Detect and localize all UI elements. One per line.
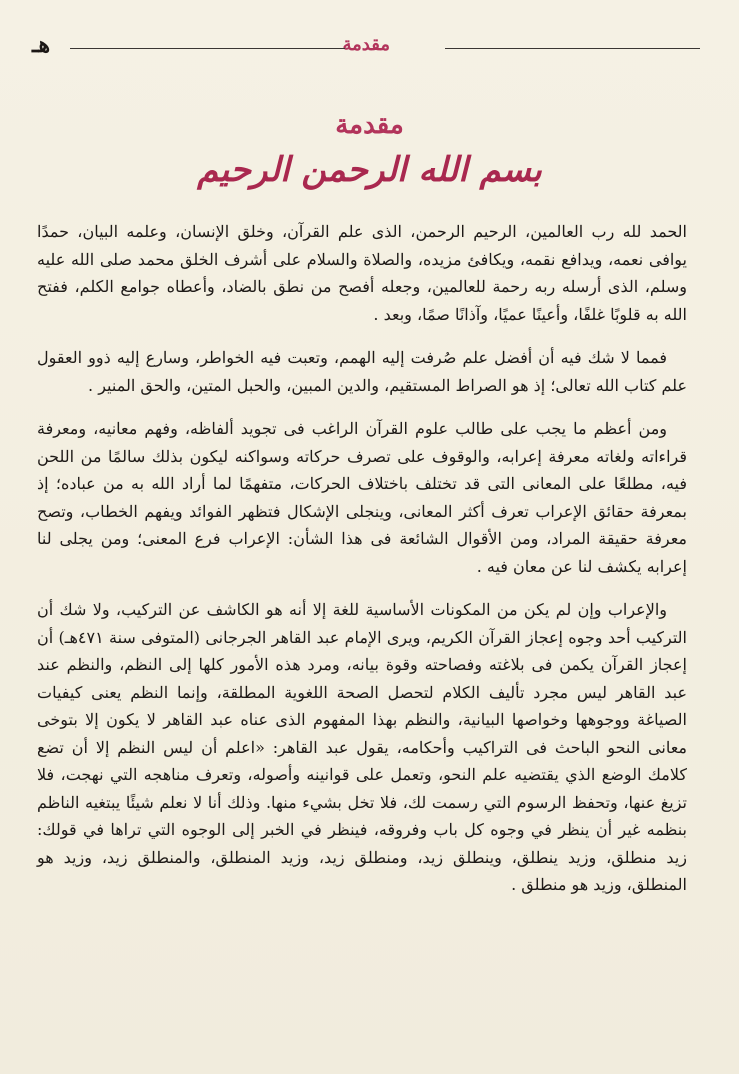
header-rule-left — [70, 48, 345, 49]
paragraph-1: الحمد لله رب العالمين، الرحيم الرحمن، الذى علم القرآن، وخلق الإنسان، وعلمه البيان، حمدًا يوافى نعمه، ويدافع نقمه، ويكافئ مزيده، والصلاة والسلام على أشرف الخلق محمد صلى الله عليه وسلم، الذى أرسله ربه رحمة للعالمين، وجعله أفصح من نطق بالضاد، وأعطاه جوامع الكلم، ففتح الله به قلوبًا غلفًا، وأعينًا عميًا، وآذانًا صمًا، وبعد . — [37, 222, 687, 324]
running-title: مقدمة — [342, 34, 390, 55]
paragraph-2: فمما لا شك فيه أن أفضل علم صُرفت إليه الهمم، وتعبت فيه الخواطر، وسارع إليه ذوو العقول علم كتاب الله تعالى؛ إذ هو الصراط المستقيم، والدين المبين، والحبل المتين، والحق المنير . — [37, 348, 687, 395]
page-number: هـ — [32, 32, 51, 58]
running-header — [30, 34, 710, 64]
body-text — [37, 218, 687, 915]
basmala-calligraphy: بسم الله الرحمن الرحيم — [197, 150, 542, 190]
paragraph-4: والإعراب وإن لم يكن من المكونات الأساسية للغة إلا أنه هو الكاشف عن التركيب، ولا شك أن التركيب أحد وجوه إعجاز القرآن الكريم، ويرى الإمام عبد القاهر الجرجانى (المتوفى سنة ٤٧١هـ) أن إعجاز القرآن يكمن فى بلاغته وفصاحته وقوة بيانه، ومرد هذه الأمور كلها إلى النظم، والنظم عند عبد القاهر ليس مجرد تأليف الكلام لتحصل الصحة اللغوية المطلقة، وإنما النظم يعنى كيفيات الصياغة ووجوهها وخواصها البيانية، والنظم بهذا المفهوم الذى عناه عبد القاهر لا يكون إلا بتوخى معانى النحو الباحث فى التراكيب وأحكامه، يقول عبد القاهر: «اعلم أن ليس النظم إلا أن تضع كلامك الوضع الذي يقتضيه علم النحو، وتعمل على قوانينه وأصوله، وتعرف مناهجه التي نهجت، فلا تزيغ عنها، وتحفظ الرسوم التي رسمت لك، فلا تخل بشيء منها. وذلك أنا لا نعلم شيئًا يبتغيه الناظم بنظمه غير أن ينظر في وجوه كل باب وفروقه، فينظر في الخبر إلى الوجوه التي تراها في قولك: زيد منطلق، وزيد ينطلق، وينطلق زيد، ومنطلق زيد، وزيد المنطلق، والمنطلق زيد، وزيد هو المنطلق، وزيد هو منطلق . — [37, 600, 688, 894]
paragraph-3: ومن أعظم ما يجب على طالب علوم القرآن الراغب فى تجويد ألفاظه، وفهم معانيه، ومعرفة قراءاته ولغاته معرفة إعرابه، والوقوف على تصرف حركاته وسواكنه ليكون بذلك سالمًا من اللحن فيه، مطلعًا على المعانى التى قد تختلف باختلاف الحركات، متفهمًا لما أراد الله به من عباده؛ إذ بمعرفة حقائق الإعراب تعرف أكثر المعانى، وينجلى الإشكال فتظهر الفوائد ويفهم الخطاب، وتصح معرفة حقيقة المراد، ومن الأقوال الشائعة فى هذا الشأن: الإعراب فرع المعنى؛ ومن يجلى لنا إعرابه يكشف لنا عن معان فيه . — [37, 419, 687, 576]
section-title: مقدمة — [335, 110, 404, 140]
header-rule-right — [445, 48, 700, 49]
